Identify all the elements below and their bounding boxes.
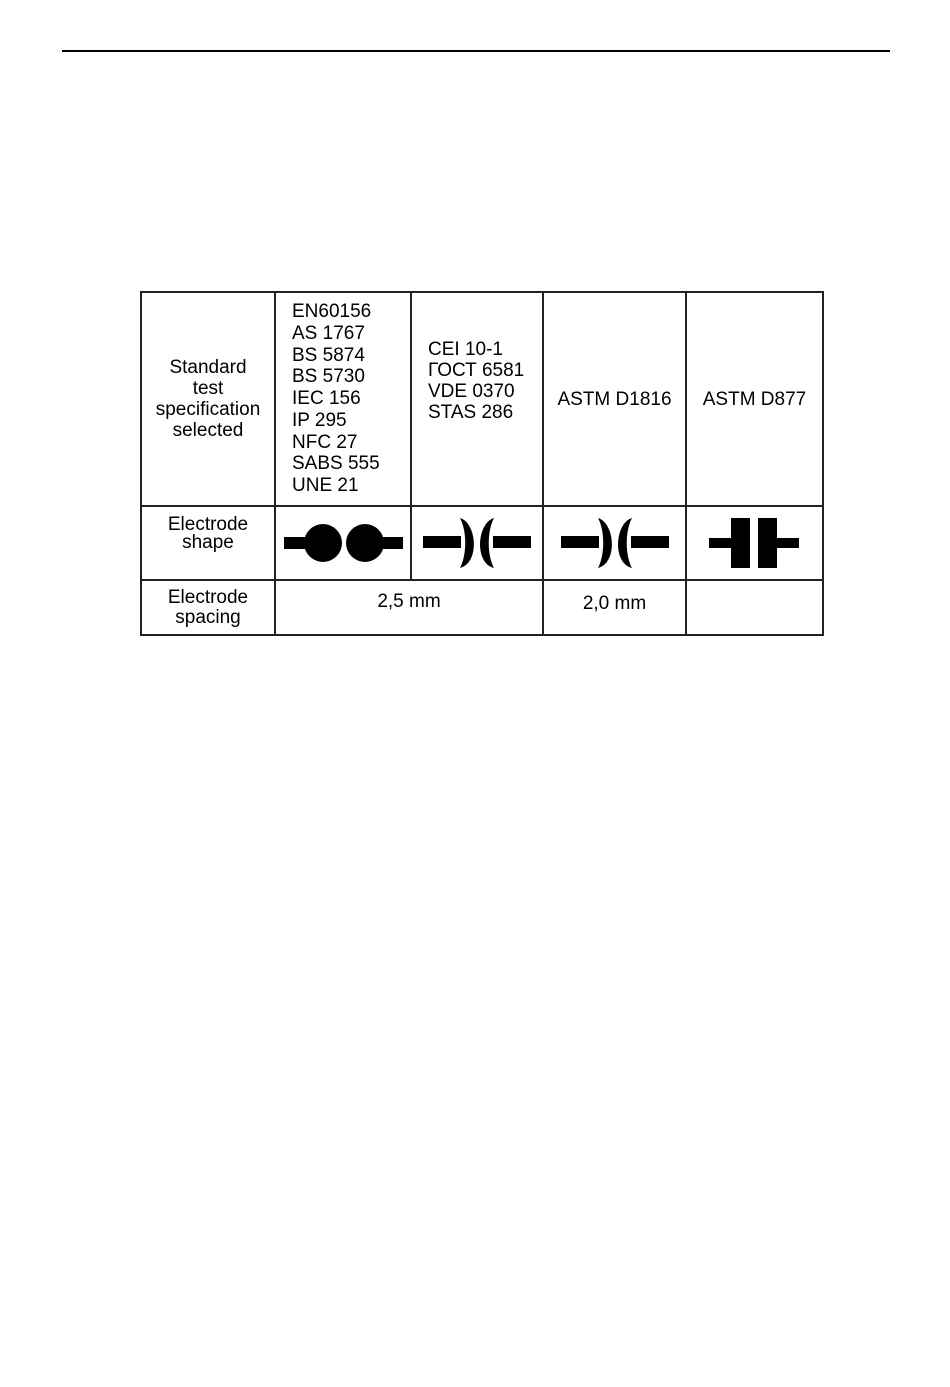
spacing-value: 2,0 mm: [582, 593, 647, 614]
mushroom-electrodes-icon: [555, 515, 675, 571]
standard-code: SABS 555: [292, 453, 380, 475]
standard-code: IEC 156: [292, 388, 361, 410]
standards-cell-2: [411, 292, 543, 506]
electrode-spec-table: [140, 291, 824, 636]
row-label-line: spacing: [175, 606, 241, 628]
standard-code: BS 5874: [292, 344, 365, 366]
standard-code: CEI 10-1: [428, 339, 503, 360]
standards-cell-1: [275, 292, 411, 506]
standard-code: IP 295: [292, 409, 347, 431]
standard-code: ГОСТ 6581: [428, 360, 525, 381]
row-label-line: Electrode: [167, 514, 249, 535]
standards-cell-3: [543, 292, 686, 506]
spherical-electrodes-icon: [281, 517, 405, 569]
standard-code: UNE 21: [292, 474, 359, 496]
spacing-cell-2: [543, 580, 686, 635]
standard-code: ASTM D1816: [557, 388, 672, 410]
standard-code: NFC 27: [292, 431, 358, 453]
electrode-spacing-row: [141, 580, 823, 635]
standard-code: ASTM D877: [702, 388, 807, 410]
row-label-line: Electrode: [167, 586, 249, 608]
shape-cell-2: [411, 506, 543, 580]
electrode-shape-label-cell: [141, 506, 275, 580]
standard-code: VDE 0370: [428, 381, 515, 402]
standards-cell-4: [686, 292, 823, 506]
shape-cell-1: [275, 506, 411, 580]
row-label-line: selected: [172, 420, 244, 441]
standard-code: EN60156: [292, 301, 372, 323]
standard-label-cell: [141, 292, 275, 506]
shape-cell-3: [543, 506, 686, 580]
standards-row: [141, 292, 823, 506]
shape-cell-4: [686, 506, 823, 580]
electrode-shape-row: [141, 506, 823, 580]
electrode-spacing-label-cell: [141, 580, 275, 635]
spacing-value: 2,5 mm: [377, 591, 441, 612]
standard-code: BS 5730: [292, 366, 365, 388]
spacing-cell-3: [686, 580, 823, 635]
row-label-line: Standard: [169, 357, 247, 378]
row-label-line: test: [192, 378, 224, 399]
disc-electrodes-icon: [705, 515, 805, 571]
mushroom-electrodes-icon: [417, 515, 537, 571]
standard-code: STAS 286: [428, 402, 514, 423]
header-rule: [62, 50, 890, 52]
spacing-cell-1: [275, 580, 543, 635]
standard-code: AS 1767: [292, 323, 365, 345]
row-label-line: shape: [182, 532, 234, 553]
row-label-line: specification: [155, 399, 261, 420]
